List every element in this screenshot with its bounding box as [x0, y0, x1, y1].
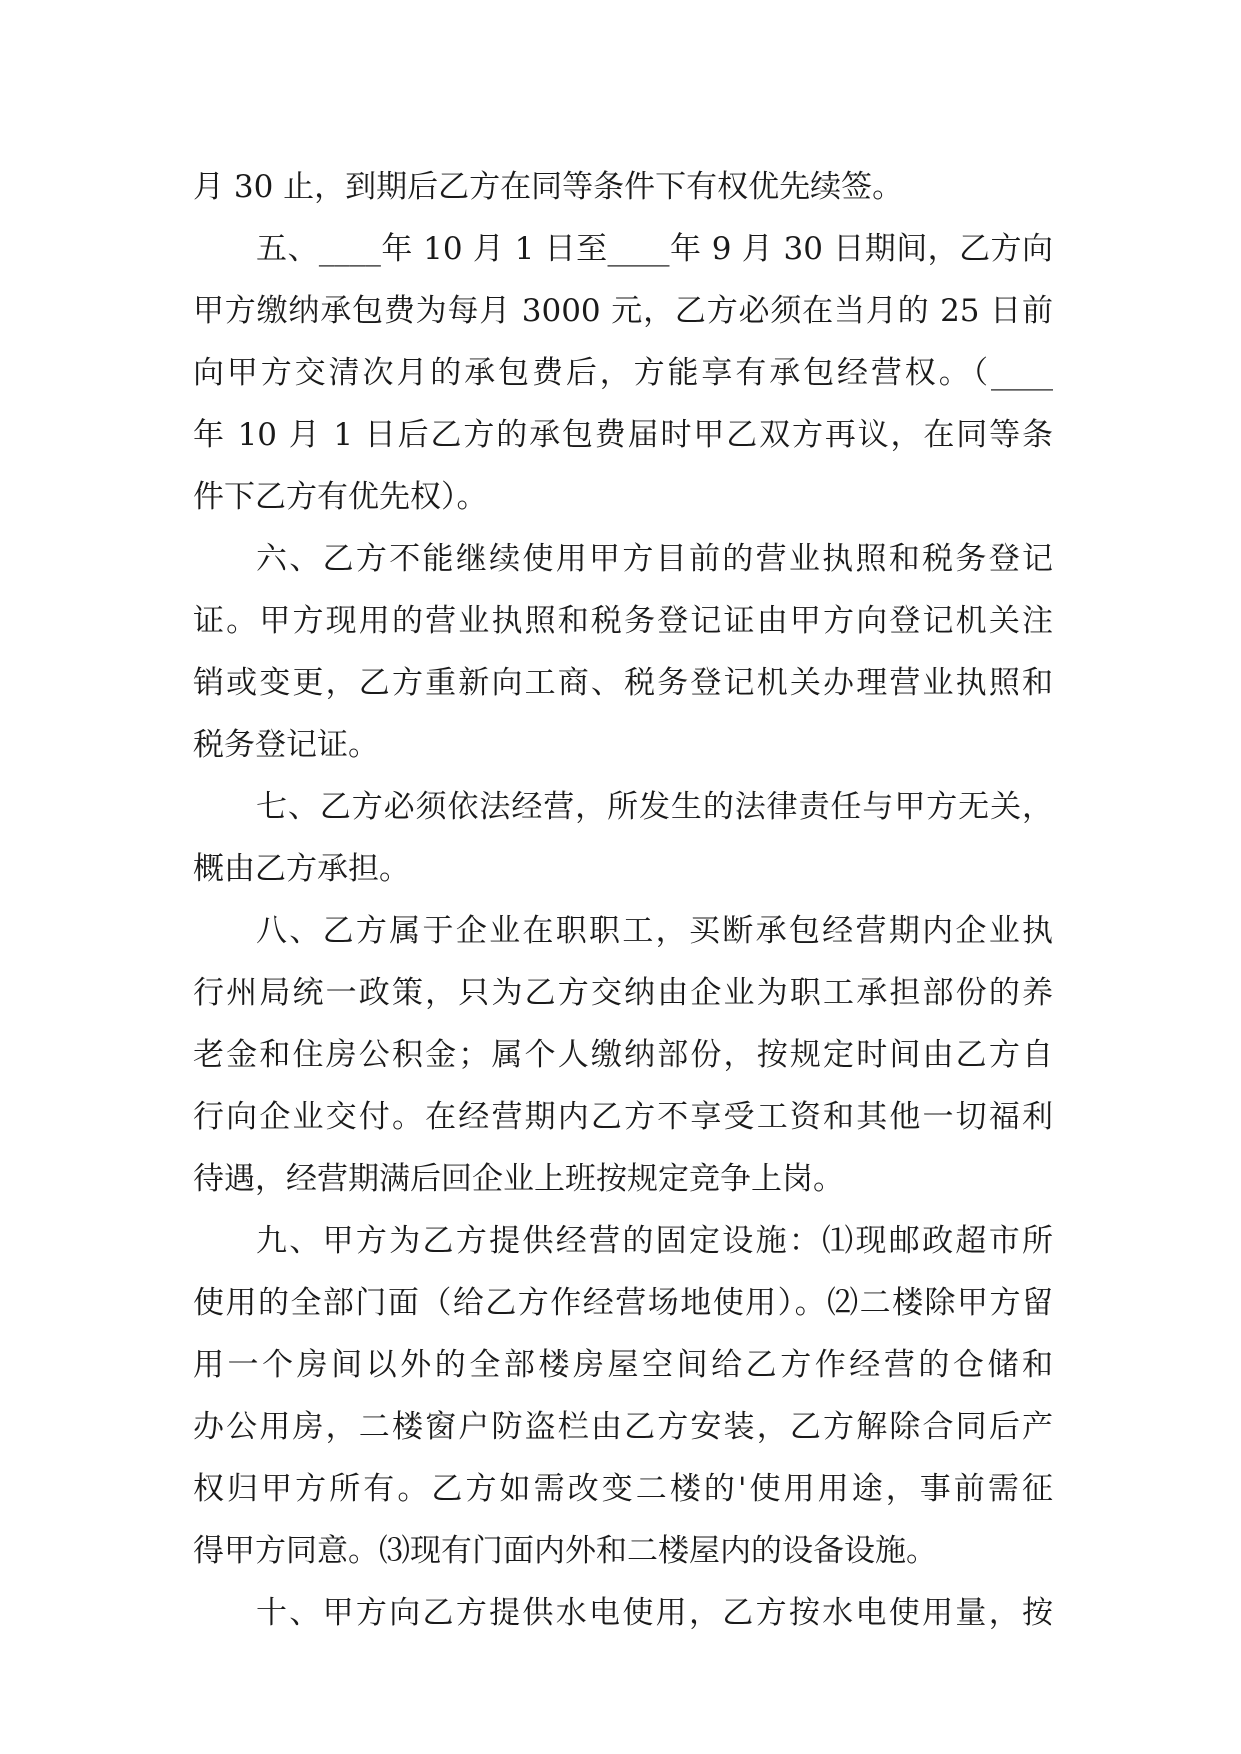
text-line: 销或变更，乙方重新向工商、税务登记机关办理营业执照和 — [193, 665, 1053, 701]
text-line: 税务登记证。 — [193, 727, 379, 763]
text-line: 八、乙方属于企业在职职工，买断承包经营期内企业执 — [256, 913, 1053, 949]
text-line: 件下乙方有优先权）。 — [193, 479, 488, 515]
text-line: 年 10 月 1 日后乙方的承包费届时甲乙双方再议，在同等条 — [193, 417, 1053, 453]
text-line: 老金和住房公积金；属个人缴纳部份，按规定时间由乙方自 — [193, 1037, 1053, 1073]
text-line: 证。甲方现用的营业执照和税务登记证由甲方向登记机关注 — [193, 603, 1053, 639]
text-line: 行向企业交付。在经营期内乙方不享受工资和其他一切福利 — [193, 1099, 1053, 1135]
text-line: 行州局统一政策，只为乙方交纳由企业为职工承担部份的养 — [193, 975, 1053, 1011]
text-line: 十、甲方向乙方提供水电使用，乙方按水电使用量，按 — [256, 1595, 1053, 1631]
text-line: 九、甲方为乙方提供经营的固定设施：⑴现邮政超市所 — [256, 1223, 1053, 1259]
text-line: 得甲方同意。⑶现有门面内外和二楼屋内的设备设施。 — [193, 1533, 937, 1569]
text-line: 用一个房间以外的全部楼房屋空间给乙方作经营的仓储和 — [193, 1347, 1053, 1383]
text-line: 甲方缴纳承包费为每月 3000 元，乙方必须在当月的 25 日前 — [193, 293, 1053, 329]
text-line: 月 30 止，到期后乙方在同等条件下有权优先续签。 — [193, 169, 904, 205]
text-line: 概由乙方承担。 — [193, 851, 410, 887]
text-line: 七、乙方必须依法经营，所发生的法律责任与甲方无关， — [256, 789, 1053, 825]
text-line: 六、乙方不能继续使用甲方目前的营业执照和税务登记 — [256, 541, 1053, 577]
text-line: 五、____年 10 月 1 日至____年 9 月 30 日期间，乙方向 — [256, 231, 1053, 267]
text-line: 待遇，经营期满后回企业上班按规定竞争上岗。 — [193, 1161, 844, 1197]
text-line: 使用的全部门面（给乙方作经营场地使用）。⑵二楼除甲方留 — [193, 1285, 1053, 1321]
text-line: 办公用房，二楼窗户防盗栏由乙方安装，乙方解除合同后产 — [193, 1409, 1053, 1445]
text-line: 权归甲方所有。乙方如需改变二楼的'使用用途，事前需征 — [193, 1471, 1053, 1507]
text-line: 向甲方交清次月的承包费后，方能享有承包经营权。（____ — [193, 355, 1053, 391]
